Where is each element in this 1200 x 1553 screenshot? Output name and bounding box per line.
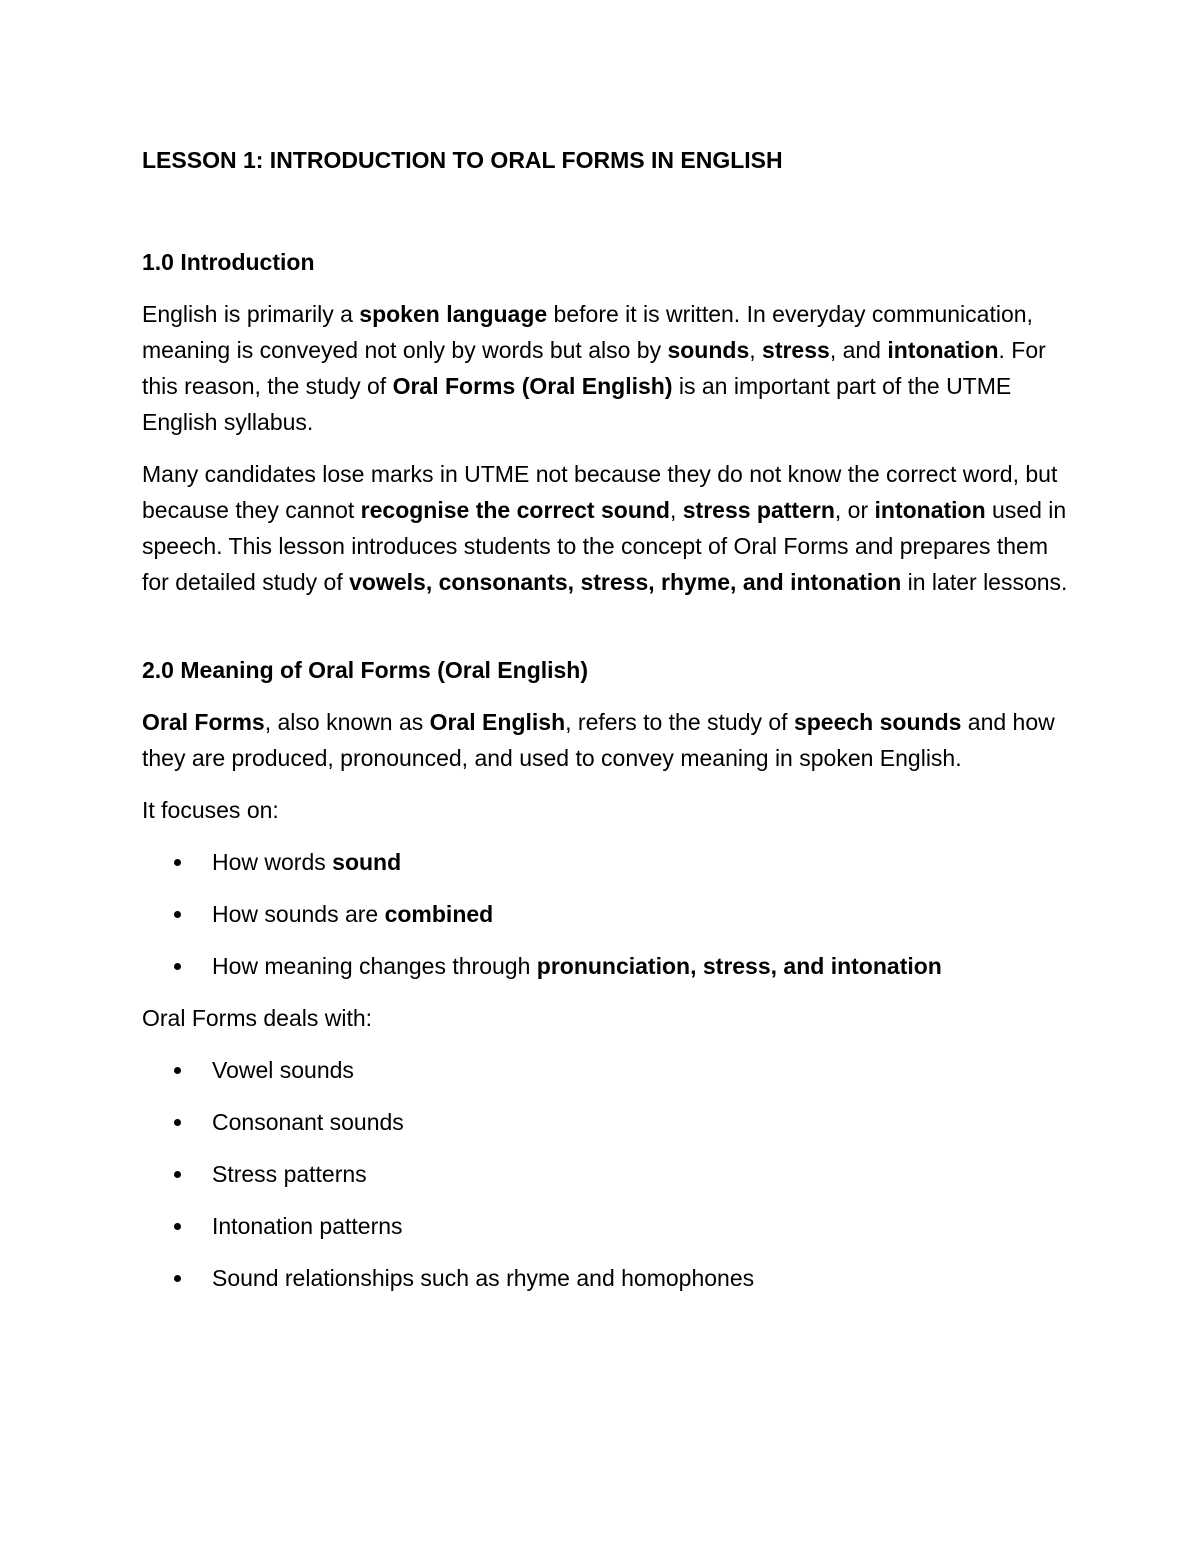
bullet-icon <box>174 859 181 866</box>
bullet-icon <box>174 911 181 918</box>
bullet-icon <box>174 963 181 970</box>
text-run: How words <box>212 849 333 875</box>
deals-intro: Oral Forms deals with: <box>142 1005 373 1031</box>
text-run: , or <box>834 497 875 523</box>
text-run: Sound relationships such as rhyme and homophones <box>212 1265 755 1291</box>
text-run: , <box>669 497 683 523</box>
text-run: How meaning changes through <box>212 953 537 979</box>
list-item <box>142 844 1072 880</box>
bold-run: vowels, consonants, stress, rhyme, and intonation <box>349 569 902 595</box>
bold-run: stress <box>762 337 830 363</box>
bold-run: speech sounds <box>793 709 962 735</box>
text-run: How sounds are <box>212 901 385 927</box>
text-run: Intonation patterns <box>212 1213 403 1239</box>
text-run: English is primarily a <box>142 301 360 327</box>
bold-run: intonation <box>874 497 986 523</box>
bold-run: pronunciation, stress, and intonation <box>536 953 942 979</box>
focus-intro: It focuses on: <box>142 797 279 823</box>
intro-paragraph-2 <box>142 456 1072 600</box>
text-run: and how they are produced, pronounced, and used to convey meaning in spoken English. <box>142 709 1055 771</box>
text-run: is an important part of the UTME English syllabus. <box>142 373 1012 435</box>
text-run: . For this reason, the study of <box>142 337 1046 399</box>
bullet-icon <box>174 1275 181 1282</box>
bold-run: spoken language <box>359 301 548 327</box>
list-item <box>142 896 1072 932</box>
list-item <box>142 1052 1072 1088</box>
bold-run: stress pattern <box>682 497 835 523</box>
bullet-icon <box>174 1119 181 1126</box>
bold-run: combined <box>384 901 494 927</box>
list-item <box>142 1156 1072 1192</box>
bold-run: Oral English <box>429 709 566 735</box>
section-1-heading: 1.0 Introduction <box>142 249 315 275</box>
bold-run: sounds <box>667 337 750 363</box>
list-item <box>142 1260 1072 1296</box>
list-item <box>142 1208 1072 1244</box>
bold-run: intonation <box>887 337 999 363</box>
meaning-paragraph <box>142 704 1072 776</box>
text-run: , and <box>829 337 888 363</box>
text-run: , <box>749 337 763 363</box>
section-2-heading: 2.0 Meaning of Oral Forms (Oral English) <box>142 657 589 683</box>
text-run: Stress patterns <box>212 1161 367 1187</box>
text-run: , also known as <box>264 709 430 735</box>
list-item <box>142 948 1072 984</box>
text-run: , refers to the study of <box>565 709 794 735</box>
text-run: Vowel sounds <box>212 1057 354 1083</box>
bold-run: Oral Forms <box>142 709 265 735</box>
bold-run: sound <box>332 849 402 875</box>
bullet-icon <box>174 1171 181 1178</box>
bold-run: Oral Forms (Oral English) <box>392 373 673 399</box>
list-item <box>142 1104 1072 1140</box>
text-run: Consonant sounds <box>212 1109 404 1135</box>
intro-paragraph-1 <box>142 296 1072 440</box>
lesson-title: LESSON 1: INTRODUCTION TO ORAL FORMS IN ENGLISH <box>142 147 783 173</box>
deals-list <box>142 1052 1072 1296</box>
bullet-icon <box>174 1067 181 1074</box>
bold-run: recognise the correct sound <box>360 497 670 523</box>
text-run: used in speech. This lesson introduces students to the concept of Oral Forms and prepares them for detailed study of <box>142 497 1067 595</box>
text-run: before it is written. In everyday communication, meaning is conveyed not only by words but also by <box>142 301 1033 363</box>
text-run: in later lessons. <box>901 569 1068 595</box>
document-body <box>142 140 1072 1312</box>
text-run: Many candidates lose marks in UTME not because they do not know the correct word, but because they cannot <box>142 461 1058 523</box>
focus-list <box>142 844 1072 984</box>
bullet-icon <box>174 1223 181 1230</box>
